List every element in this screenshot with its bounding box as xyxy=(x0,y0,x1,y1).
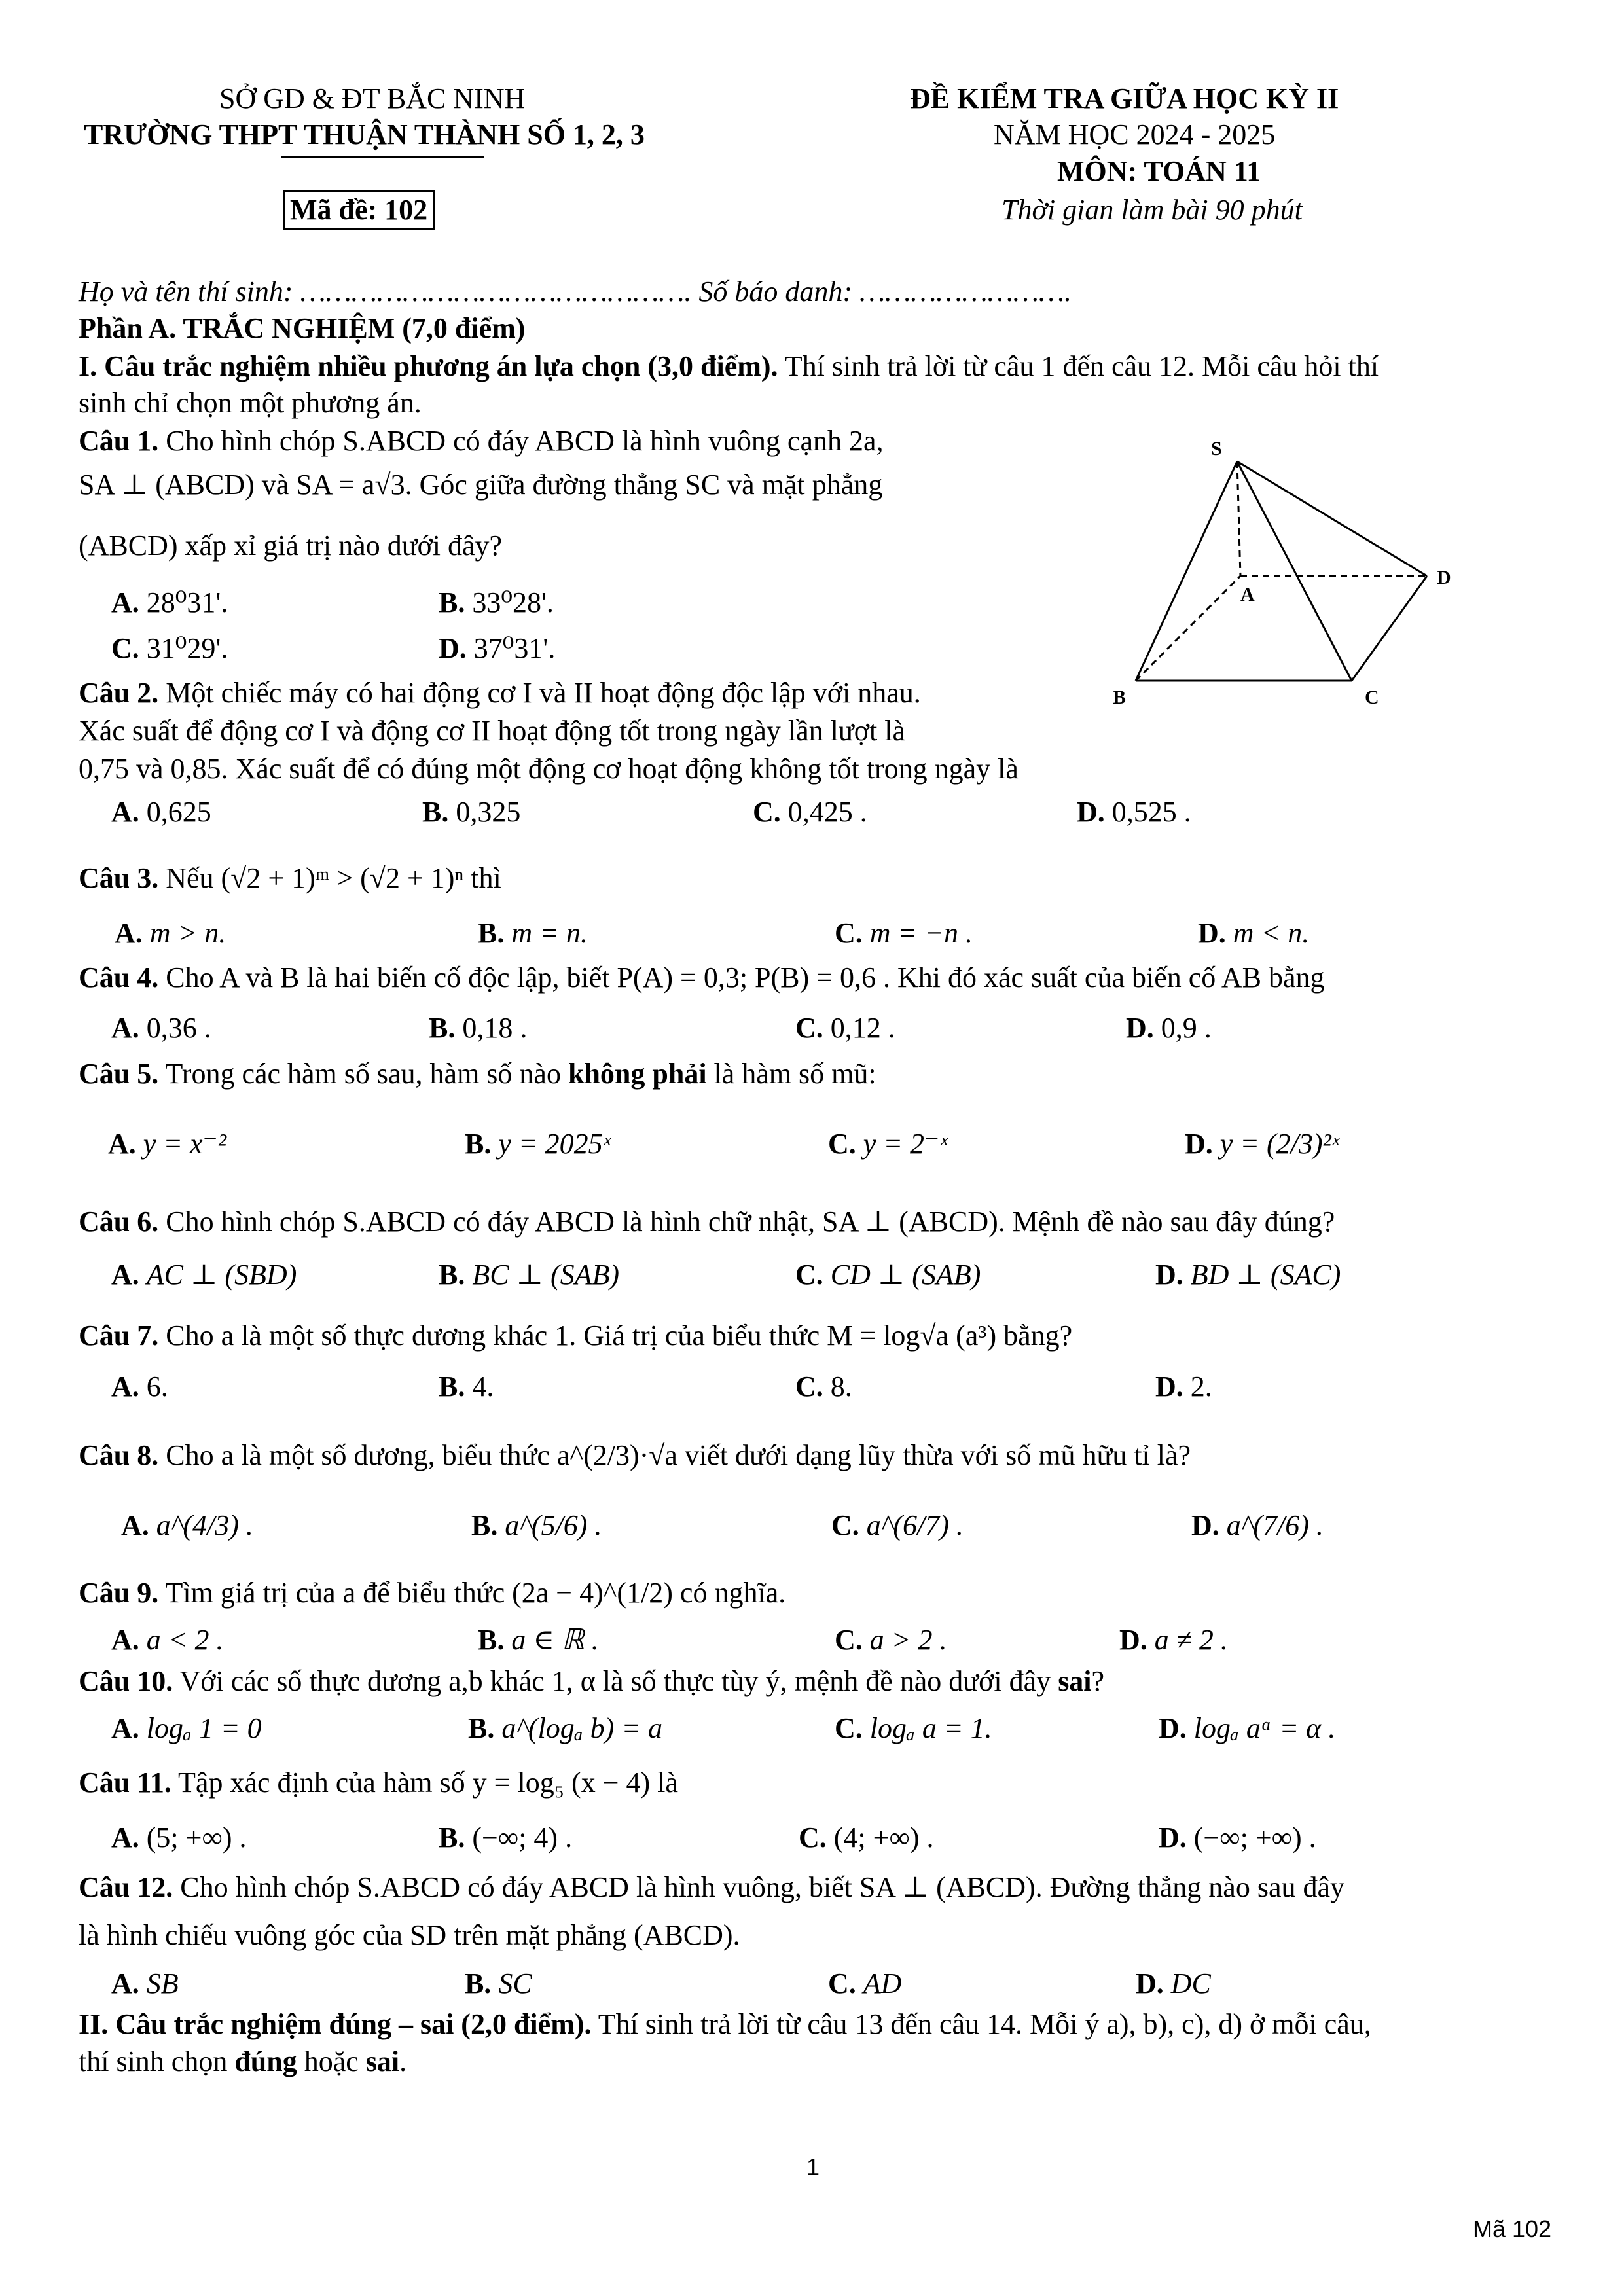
pyramid-figure xyxy=(1113,439,1479,713)
student-info-line: Họ và tên thí sinh: ………………………………………. Số báo danh: ……………………. xyxy=(79,276,1072,308)
q2-option-d[interactable]: D. 0,525 . xyxy=(1077,796,1191,828)
q4-option-c[interactable]: C. 0,12 . xyxy=(795,1012,895,1044)
vertex-label-d: D xyxy=(1437,567,1451,588)
q10-option-c[interactable]: C. logₐ a = 1. xyxy=(835,1712,992,1744)
question-7: Câu 7. Cho a là một số thực dương khác 1. Giá trị của biểu thức M = log√a (a³) bằng? xyxy=(79,1319,1073,1352)
q5-option-c[interactable]: C. y = 2⁻ˣ xyxy=(828,1128,948,1160)
q9-option-c[interactable]: C. a > 2 . xyxy=(835,1624,947,1656)
q11-option-d[interactable]: D. (−∞; +∞) . xyxy=(1159,1821,1316,1854)
q4-option-d[interactable]: D. 0,9 . xyxy=(1126,1012,1212,1044)
q10-option-d[interactable]: D. logₐ aᵅ = α . xyxy=(1159,1712,1336,1744)
section2-line1: II. Câu trắc nghiệm đúng – sai (2,0 điểm). Thí sinh trả lời từ câu 13 đến câu 14. Mỗi ý a), b), c), d) ở mỗi câu, xyxy=(79,2008,1371,2040)
q8-option-d[interactable]: D. a^(7/6) . xyxy=(1191,1509,1324,1541)
section1-desc: Thí sinh trả lời từ câu 1 đến câu 12. Mỗi câu hỏi thí xyxy=(778,350,1379,382)
vertex-label-b: B xyxy=(1113,687,1127,708)
q7-option-a[interactable]: A. 6. xyxy=(111,1371,168,1403)
q5-option-b[interactable]: B. y = 2025ˣ xyxy=(465,1128,611,1160)
q6-option-b[interactable]: B. BC ⊥ (SAB) xyxy=(439,1259,620,1291)
school-year: NĂM HỌC 2024 - 2025 xyxy=(994,118,1276,151)
school-name: TRƯỜNG THPT THUẬN THÀNH SỐ 1, 2, 3 xyxy=(84,118,645,151)
q3-option-d[interactable]: D. m < n. xyxy=(1198,917,1310,949)
q6-option-d[interactable]: D. BD ⊥ (SAC) xyxy=(1155,1259,1341,1291)
q8-option-a[interactable]: A. a^(4/3) . xyxy=(121,1509,253,1541)
question-1-line2: SA ⊥ (ABCD) và SA = a√3. Góc giữa đường thẳng SC và mặt phẳng xyxy=(79,469,883,501)
q3-option-b[interactable]: B. m = n. xyxy=(478,917,588,949)
q1-option-c[interactable]: C. 31⁰29'. xyxy=(111,632,228,664)
question-4: Câu 4. Cho A và B là hai biến cố độc lập, biết P(A) = 0,3; P(B) = 0,6 . Khi đó xác suất của biến cố AB bằng xyxy=(79,961,1325,994)
q4-option-b[interactable]: B. 0,18 . xyxy=(429,1012,528,1044)
q4-option-a[interactable]: A. 0,36 . xyxy=(111,1012,211,1044)
section1-title: I. Câu trắc nghiệm nhiều phương án lựa chọn (3,0 điểm). xyxy=(79,350,778,382)
section2-title: II. Câu trắc nghiệm đúng – sai (2,0 điểm). xyxy=(79,2008,592,2040)
question-6: Câu 6. Cho hình chóp S.ABCD có đáy ABCD là hình chữ nhật, SA ⊥ (ABCD). Mệnh đề nào sau đây đúng? xyxy=(79,1206,1335,1238)
question-8: Câu 8. Cho a là một số dương, biểu thức a^(2/3)·√a viết dưới dạng lũy thừa với số mũ hữu tỉ là? xyxy=(79,1439,1191,1471)
footer-code: Mã 102 xyxy=(1473,2215,1552,2242)
q3-option-a[interactable]: A. m > n. xyxy=(115,917,226,949)
q7-option-b[interactable]: B. 4. xyxy=(439,1371,494,1403)
question-2-line2: Xác suất để động cơ I và động cơ II hoạt động tốt trong ngày lần lượt là xyxy=(79,715,906,747)
subject: MÔN: TOÁN 11 xyxy=(1057,155,1261,187)
q1-option-b[interactable]: B. 33⁰28'. xyxy=(439,586,554,619)
header-divider xyxy=(281,156,484,158)
q5-option-d[interactable]: D. y = (2/3)²ˣ xyxy=(1185,1128,1340,1160)
q12-option-a[interactable]: A. SB xyxy=(111,1967,179,2000)
q9-option-a[interactable]: A. a < 2 . xyxy=(111,1624,224,1656)
q6-option-c[interactable]: C. CD ⊥ (SAB) xyxy=(795,1259,981,1291)
section2-line2: thí sinh chọn đúng hoặc sai. xyxy=(79,2045,407,2077)
q8-option-b[interactable]: B. a^(5/6) . xyxy=(471,1509,602,1541)
q10-option-b[interactable]: B. a^(logₐ b) = a xyxy=(468,1712,663,1744)
exam-title: ĐỀ KIỂM TRA GIỮA HỌC KỲ II xyxy=(910,82,1339,115)
question-5: Câu 5. Trong các hàm số sau, hàm số nào không phải là hàm số mũ: xyxy=(79,1058,876,1090)
q9-option-d[interactable]: D. a ≠ 2 . xyxy=(1119,1624,1228,1656)
q7-option-d[interactable]: D. 2. xyxy=(1155,1371,1212,1403)
q1-option-a[interactable]: A. 28⁰31'. xyxy=(111,586,228,619)
q2-option-a[interactable]: A. 0,625 xyxy=(111,796,211,828)
question-2: Câu 2. Một chiếc máy có hai động cơ I và II hoạt động độc lập với nhau. xyxy=(79,677,921,709)
exam-code: Mã đề: 102 xyxy=(283,190,435,230)
section1-line2: sinh chỉ chọn một phương án. xyxy=(79,387,422,419)
question-12-line2: là hình chiếu vuông góc của SD trên mặt phẳng (ABCD). xyxy=(79,1919,740,1951)
vertex-label-c: C xyxy=(1365,687,1379,708)
q10-option-a[interactable]: A. logₐ 1 = 0 xyxy=(111,1712,262,1744)
q11-option-b[interactable]: B. (−∞; 4) . xyxy=(439,1821,573,1854)
q7-option-c[interactable]: C. 8. xyxy=(795,1371,852,1403)
page-number: 1 xyxy=(806,2153,820,2180)
question-12: Câu 12. Cho hình chóp S.ABCD có đáy ABCD là hình vuông, biết SA ⊥ (ABCD). Đường thẳng nào sau đây xyxy=(79,1871,1345,1903)
dept-name: SỞ GD & ĐT BẮC NINH xyxy=(219,82,526,115)
question-10: Câu 10. Với các số thực dương a,b khác 1, α là số thực tùy ý, mệnh đề nào dưới đây sai? xyxy=(79,1665,1105,1697)
q1-option-d[interactable]: D. 37⁰31'. xyxy=(439,632,556,664)
q5-option-a[interactable]: A. y = x⁻² xyxy=(108,1128,226,1160)
part-a-title: Phần A. TRẮC NGHIỆM (7,0 điểm) xyxy=(79,312,526,344)
question-1: Câu 1. Cho hình chóp S.ABCD có đáy ABCD là hình vuông cạnh 2a, xyxy=(79,425,884,457)
question-9: Câu 9. Tìm giá trị của a để biểu thức (2a − 4)^(1/2) có nghĩa. xyxy=(79,1577,786,1609)
section1-line1 xyxy=(79,348,1379,385)
q6-option-a[interactable]: A. AC ⊥ (SBD) xyxy=(111,1259,297,1291)
question-1-line3: (ABCD) xấp xỉ giá trị nào dưới đây? xyxy=(79,529,503,562)
q2-option-b[interactable]: B. 0,325 xyxy=(422,796,521,828)
q8-option-c[interactable]: C. a^(6/7) . xyxy=(831,1509,964,1541)
question-11: Câu 11. Tập xác định của hàm số y = log₅ (x − 4) là xyxy=(79,1767,678,1799)
q9-option-b[interactable]: B. a ∈ ℝ . xyxy=(478,1624,599,1656)
question-3: Câu 3. Nếu (√2 + 1)ᵐ > (√2 + 1)ⁿ thì xyxy=(79,862,501,894)
vertex-label-s: S xyxy=(1211,439,1222,459)
q3-option-c[interactable]: C. m = −n . xyxy=(835,917,973,949)
q11-option-c[interactable]: C. (4; +∞) . xyxy=(799,1821,934,1854)
q11-option-a[interactable]: A. (5; +∞) . xyxy=(111,1821,247,1854)
vertex-label-a: A xyxy=(1240,584,1255,605)
q12-option-d[interactable]: D. DC xyxy=(1136,1967,1211,2000)
q12-option-b[interactable]: B. SC xyxy=(465,1967,532,2000)
exam-time: Thời gian làm bài 90 phút xyxy=(1001,194,1303,226)
q2-option-c[interactable]: C. 0,425 . xyxy=(753,796,867,828)
question-2-line3: 0,75 và 0,85. Xác suất để có đúng một động cơ hoạt động không tốt trong ngày là xyxy=(79,753,1019,785)
q12-option-c[interactable]: C. AD xyxy=(828,1967,902,2000)
